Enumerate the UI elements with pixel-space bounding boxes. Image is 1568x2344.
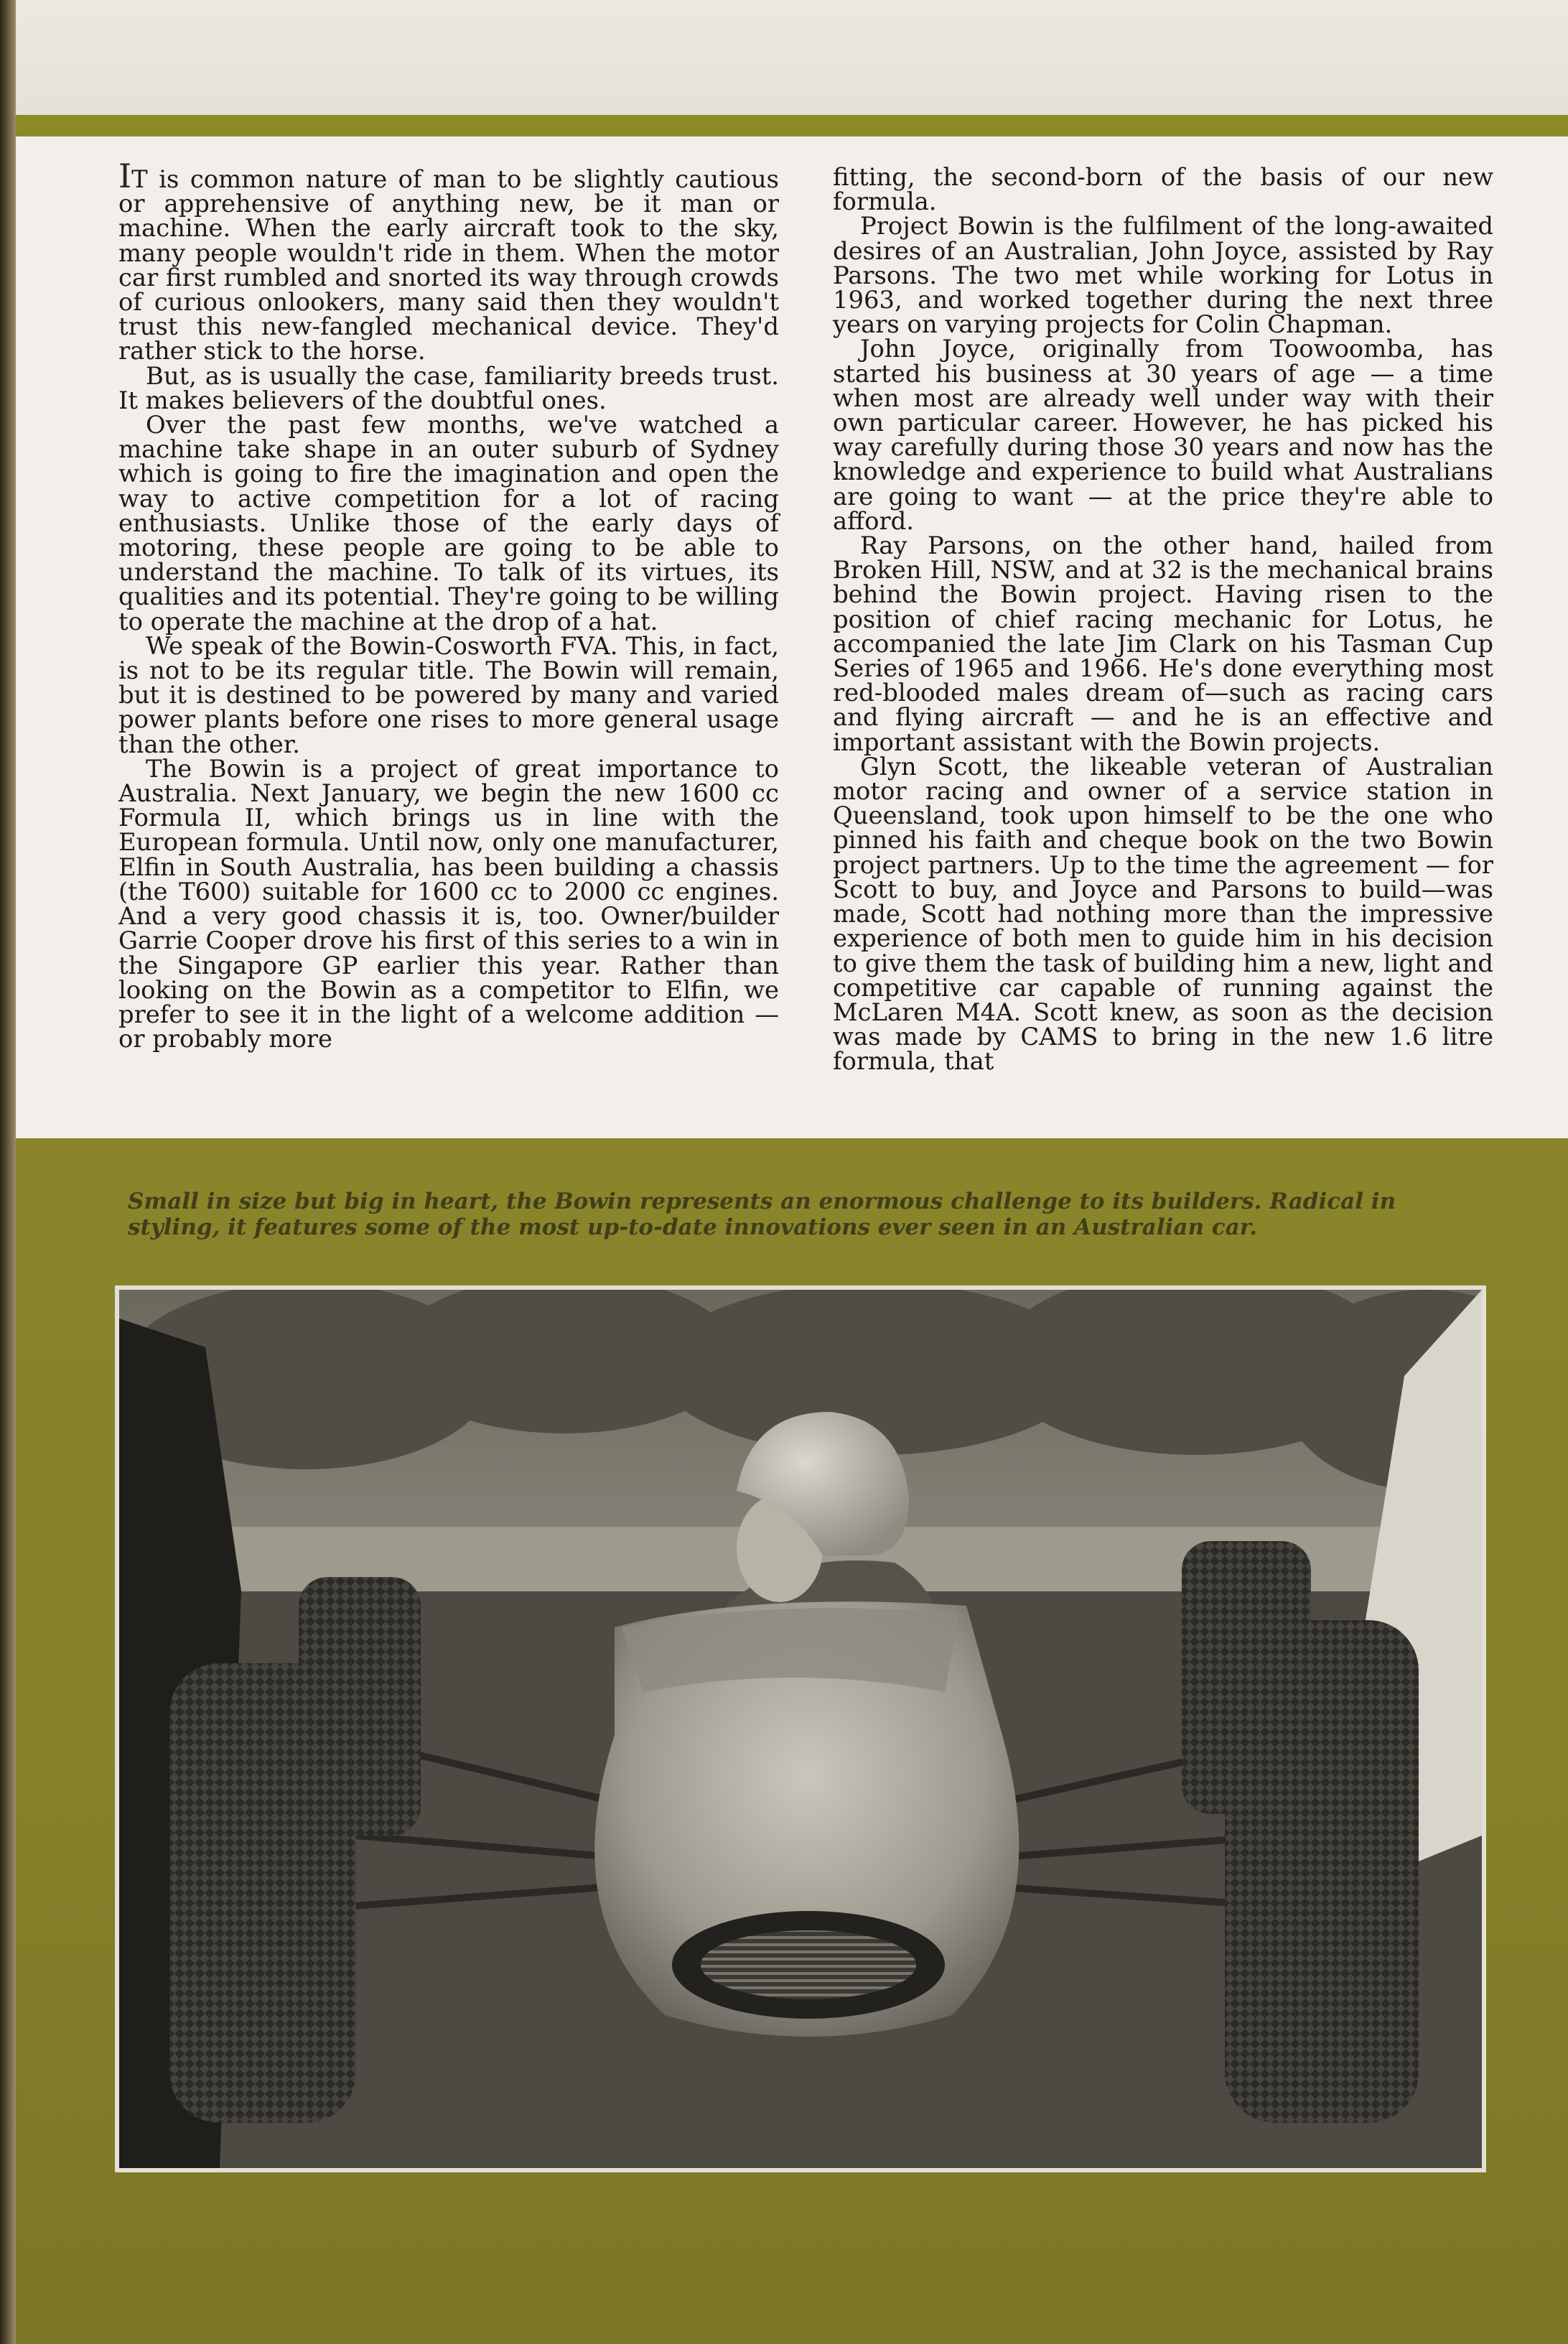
radiator-grille [701, 1930, 916, 1999]
paragraph: We speak of the Bowin-Cosworth FVA. This, in fact, is not to be its regular title. The Bowin will remain, but it is destined to be powered by many and varied power plants before one rises to more general usage than the other. [118, 631, 779, 758]
article-column-right [833, 165, 1493, 1074]
olive-header-rule [16, 115, 1568, 136]
article-column-left [118, 157, 779, 1054]
front-tire-right [1225, 1620, 1419, 2123]
paragraph: Glyn Scott, the likeable veteran of Australian motor racing and owner of a service station in Queensland, took upon himself to be the one who pinned his faith and cheque book on the two Bowin project partners. Up to the time the agreement — for Scott to buy, and Joyce and Parsons to build—was made, Scott had nothing more than the impressive experience of both men to guide him in his decision to give them the task of building him a new, light and competitive car capable of running against the McLaren M4A. Scott knew, as soon as the decision was made by CAMS to bring in the new 1.6 litre formula, that [833, 752, 1493, 1076]
paragraph: Ray Parsons, on the other hand, hailed from Broken Hill, NSW, and at 32 is the mechanical brains behind the Bowin project. Having risen to the position of chief racing mechanic for Lotus, he accompanied the late Jim Clark on his Tasman Cup Series of 1965 and 1966. He's done everything most red-blooded males dream of—such as racing cars and flying aircraft — and he is an effective and important assistant with the Bowin projects. [833, 531, 1493, 756]
paragraph-continued: fitting, the second-born of the basis of our new formula. [833, 163, 1493, 216]
paragraph: But, as is usually the case, familiarity breeds trust. It makes believers of the doubtful ones. [118, 361, 779, 414]
magazine-spine [0, 0, 16, 2344]
paragraph: John Joyce, originally from Toowoomba, has started his business at 30 years of age — a time when most are already well under way with their own particular career. However, he has picked his way carefully during those 30 years and now has the knowledge and experience to build what Australians are going to want — at the price they're able to afford. [833, 335, 1493, 535]
race-car-photo [119, 1290, 1482, 2168]
paragraph [118, 157, 779, 366]
race-car-illustration [119, 1290, 1482, 2168]
page-top-margin [16, 0, 1568, 115]
paragraph: The Bowin is a project of great importance to Australia. Next January, we begin the new 1600 cc Formula II, which brings us in line with the European formula. Until now, only one manufacturer, Elfin in South Australia, has been building a chassis (the T600) suitable for 1600 cc to 2000 cc engines. And a very good chassis it is, too. Owner/builder Garrie Cooper drove his first of this series to a win in the Singapore GP earlier this year. Rather than looking on the Bowin as a competitor to Elfin, we prefer to see it in the light of a welcome addition — or probably more [118, 754, 779, 1054]
front-tire-left [169, 1663, 356, 2123]
paragraph: Over the past few months, we've watched a machine take shape in an outer suburb of Sydney which is going to fire the imagination and open the way to active competition for a lot of racing enthusiasts. Unlike those of the early days of motoring, these people are going to be able to understand the machine. To talk of its virtues, its qualities and its potential. They're going to be willing to operate the machine at the drop of a hat. [118, 411, 779, 636]
paragraph-text: T is common nature of man to be slightly cautious or apprehensive of anything new, be it man or machine. When the early aircraft took to the sky, many people wouldn't ride in them. When the motor car first rumbled and snorted its way through crowds of curious onlookers, many said then they wouldn't trust this new-fangled mechanical device. They'd rather stick to the horse. [118, 165, 779, 366]
drop-initial: I [118, 157, 132, 195]
photo-caption: Small in size but big in heart, the Bowin represents an enormous challenge to its builders. Radical in styling, it features some of the most up-to-date innovations ever seen in an Australian car. [128, 1189, 1396, 1240]
photo-frame [115, 1285, 1486, 2172]
paragraph: Project Bowin is the fulfilment of the long-awaited desires of an Australian, John Joyce, assisted by Ray Parsons. The two met while working for Lotus in 1963, and worked together during the next three years on varying projects for Colin Chapman. [833, 212, 1493, 339]
